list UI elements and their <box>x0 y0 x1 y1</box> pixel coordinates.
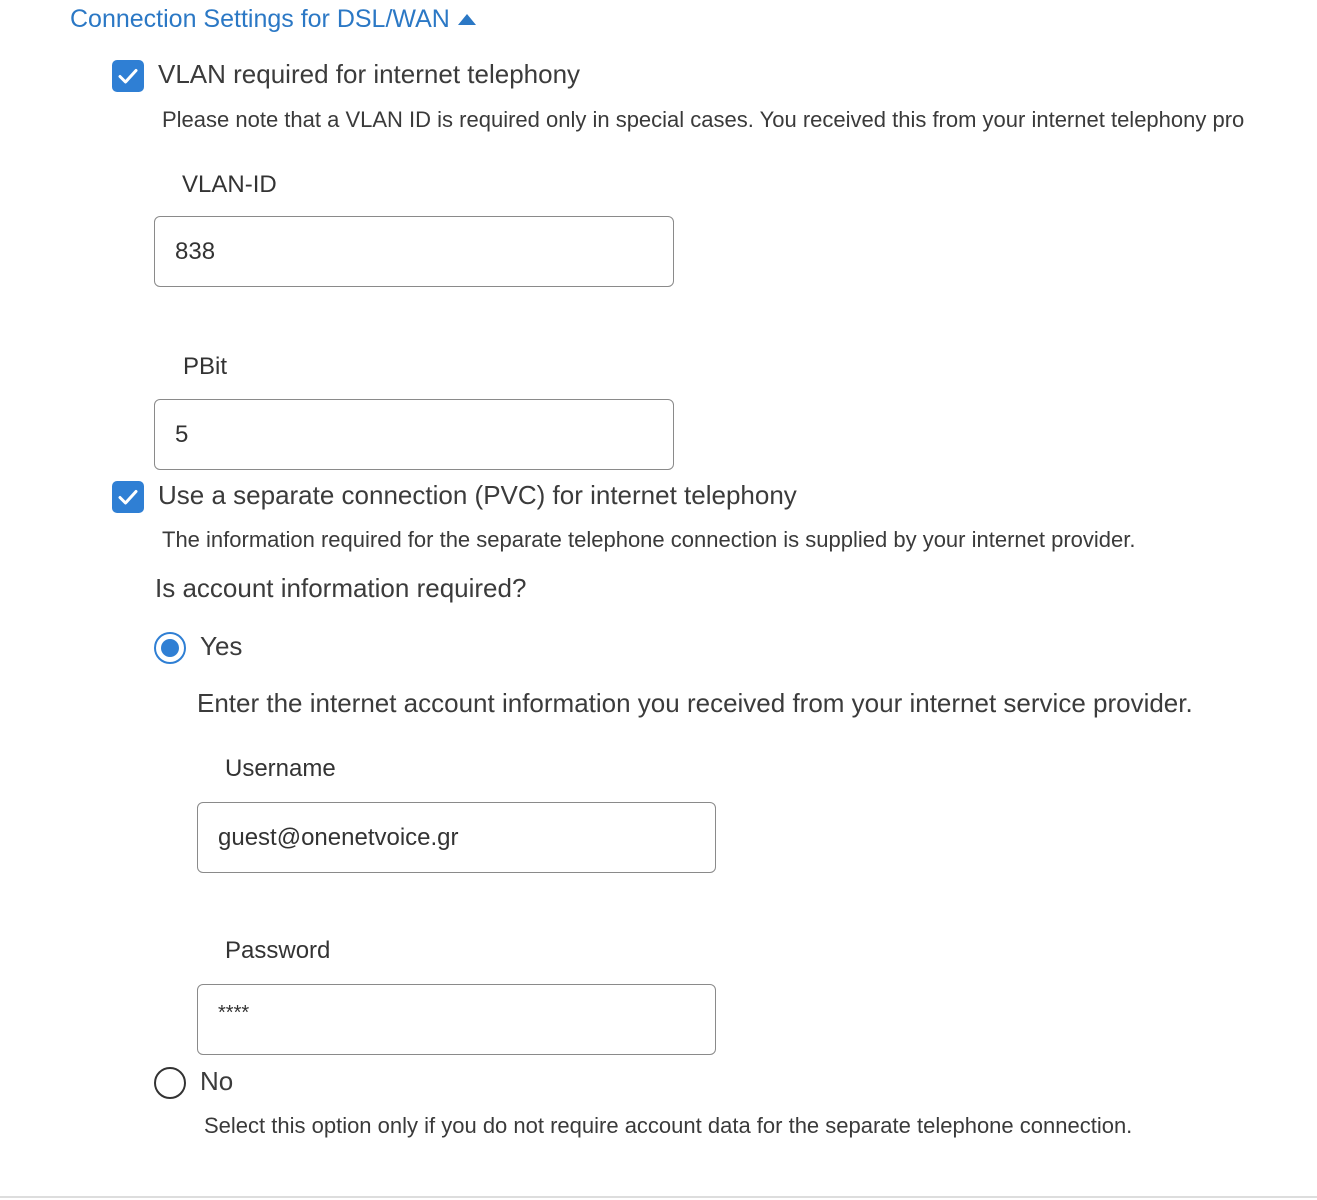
separate-pvc-checkbox[interactable] <box>112 481 144 513</box>
account-no-label[interactable]: No <box>200 1066 234 1096</box>
bottom-divider <box>0 1196 1317 1198</box>
checkmark-icon <box>116 64 140 88</box>
section-title[interactable]: Connection Settings for DSL/WAN <box>70 4 450 33</box>
account-instructions: Enter the internet account information you received from your internet service provider. <box>197 688 1193 718</box>
username-label: Username <box>225 755 336 782</box>
separate-pvc-label[interactable]: Use a separate connection (PVC) for internet telephony <box>158 480 797 510</box>
vlan-required-label[interactable]: VLAN required for internet telephony <box>158 59 581 89</box>
pvc-note: The information required for the separate telephone connection is supplied by your internet provider. <box>162 527 1136 552</box>
account-yes-radio[interactable] <box>154 632 186 664</box>
vlan-required-checkbox[interactable] <box>112 60 144 92</box>
caret-up-icon[interactable] <box>458 14 476 25</box>
account-no-radio[interactable] <box>154 1067 186 1099</box>
account-question: Is account information required? <box>155 573 527 603</box>
account-yes-label[interactable]: Yes <box>200 631 243 661</box>
username-input[interactable] <box>197 802 716 873</box>
section-toggle-connection-settings[interactable] <box>70 2 476 36</box>
account-no-note: Select this option only if you do not require account data for the separate telephone connection. <box>204 1113 1133 1138</box>
vlan-id-label: VLAN-ID <box>182 171 277 198</box>
pbit-input[interactable] <box>154 399 674 470</box>
pbit-label: PBit <box>183 353 228 380</box>
password-input[interactable] <box>197 984 716 1055</box>
checkmark-icon <box>116 485 140 509</box>
password-label: Password <box>225 937 331 964</box>
radio-selected-dot <box>161 639 179 657</box>
vlan-id-input[interactable] <box>154 216 674 287</box>
vlan-note: Please note that a VLAN ID is required only in special cases. You received this from your internet telephony pro <box>162 107 1245 132</box>
